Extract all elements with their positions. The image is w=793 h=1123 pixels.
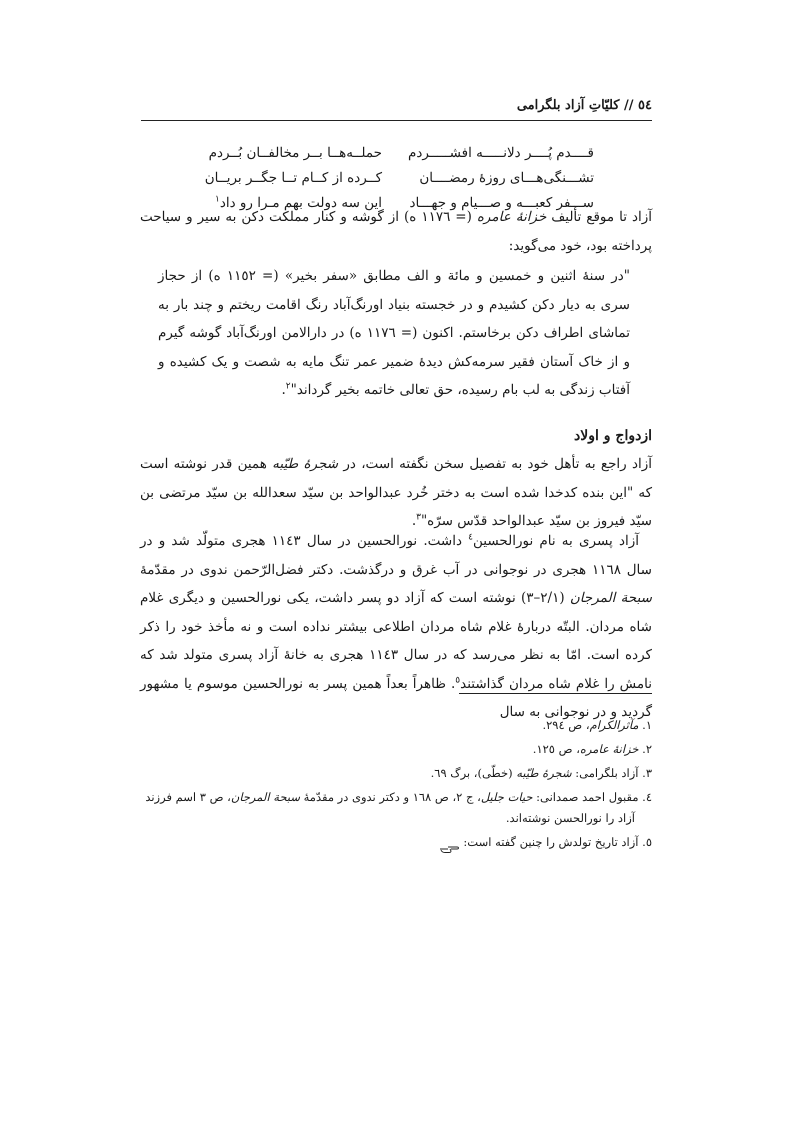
page-header-title: ٥٤ // کلیّاتِ آزاد بلگرامی xyxy=(516,98,652,113)
text-run: (٢/١–٣) نوشته است که آزاد دو پسر داشت، یکی نورالحسین و دیگری غلام شاه مردان. البتّه دربارهٔ غلام شاه مردان اطلاعی بیشتر نداده است و نه مأخذ خود را ذکر کرده است. امّا به نظر می‌رسد که در سال ١١٤٣ هجری به خانهٔ آزاد پسری متولد شد که نامش را غلام شاه مردان گذاشتند xyxy=(140,590,652,692)
footnote-divider xyxy=(459,693,652,694)
quote-text: "در سنهٔ اثنین و خمسین و مائة و الف مطابق «سفر بخیر» (= ١١٥٢ ه) از حجاز سری به دیار دکن کشیدم و در خجسته بنیاد اورنگ‌آباد رنگ اقامت ریختم و چند بار به تماشای اطراف دکن برخاستم. اکنون (= ١١٧٦ ه) در دارالامن اورنگ‌آباد گوشه گیرم و از خاک آستان فقیر سرمه‌کش دیدهٔ ضمیر عمر تنگ مایه به شصت و یک کشیده و آفتاب زندگی به لب بام رسیده، حق تعالی خاتمه بخیر گرداند" xyxy=(158,268,630,398)
poem-hemistich-left: حملــه‌هــا بــر مخالفــان بُــردم xyxy=(208,145,382,161)
text-run: (خطّی)، برگ ٦٩. xyxy=(430,766,517,780)
footnotes xyxy=(140,713,652,854)
text-run: (= ١١٧٦ ه) از گوشه و کنار مملکت دکن به سیر و سیاحت پرداخته بود، خود می‌گوید: xyxy=(140,209,652,254)
poem-hemistich-right: قــــدم پُــــر دلانـــــه افشـــــردم xyxy=(408,145,594,161)
book-title: شجرهٔ طیّبه xyxy=(516,766,572,780)
block-quote xyxy=(158,262,630,405)
son-paragraph xyxy=(140,527,652,727)
poem-verse xyxy=(199,141,594,166)
text-run: همین قدر نوشته است که "این بنده کدخدا شده است به دختر خُرد عبدالواحد بن سیّد سعدالله بن سیّد مرتضی بن سیّد فیروز بن سیّد عبدالواحد قدّس سرّه" xyxy=(140,456,652,529)
book-title: شجرهٔ طیّبه xyxy=(272,456,339,472)
footnote-ref: ٥ xyxy=(455,675,461,685)
footnote-ref: ٣ xyxy=(416,512,421,523)
text-run: ٥. آزاد تاریخ تولدش را چنین گفته است: xyxy=(463,835,652,849)
poem-hemistich-right: تشـــنگی‌هـــای روزهٔ رمضــــان xyxy=(419,170,594,186)
book-title: حیات جلیل xyxy=(480,790,533,804)
text-run: ، ص ١٢٥. xyxy=(532,742,580,756)
section-heading: ازدواج و اولاد xyxy=(574,428,652,444)
text-run: . ظاهراً بعداً همین پسر به نورالحسین موسوم یا مشهور گردید و در نوجوانی به سال xyxy=(140,675,652,720)
book-title: مآثرالکرام xyxy=(589,718,639,732)
footnote-ref: ٢ xyxy=(285,381,291,392)
text-run: ٣. آزاد بلگرامی: xyxy=(571,766,652,780)
text-run: ١. xyxy=(638,718,652,732)
book-title: خزانهٔ عامره xyxy=(579,742,639,756)
poem-verse xyxy=(199,166,594,191)
text-run: ، ص ٢٩٤. xyxy=(542,718,590,732)
text-run: داشت. نورالحسین در سال ١١٤٣ هجری متولّد شد و در سال ١١٦٨ هجری در نوجوانی در آب غرق و درگذشت. دکتر فضل‌الرّحمن ندوی در مقدّمهٔ xyxy=(140,533,652,578)
running-header xyxy=(141,96,652,121)
text-run: ، ج ٢، ص ١٦٨ و دکتر ندوی در مقدّمهٔ xyxy=(299,790,481,804)
poem-hemistich-left: کــرده از کــام تــا جگــر بریــان xyxy=(204,170,382,186)
text-run: ، ص ٣ اسم فرزند xyxy=(145,790,231,804)
footnote-1 xyxy=(140,713,652,737)
text-run: . xyxy=(281,382,286,398)
text-run: ٤. مقبول احمد صمدانی: xyxy=(532,790,652,804)
intro-paragraph xyxy=(140,203,652,260)
text-run: آزاد تا موقع تألیف xyxy=(546,209,652,225)
pointing-hand-icon xyxy=(439,838,459,848)
poem-hemistich-left-text: این سه دولت بهم مـرا رو داد xyxy=(219,195,382,211)
text-run: . xyxy=(411,513,417,529)
text-run: آزاد راجع به تأهل خود به تفصیل سخن نگفته است، در xyxy=(338,456,653,472)
text-run: ٢. xyxy=(638,742,652,756)
footnote-3 xyxy=(140,761,652,785)
book-title: سبحة المرجان xyxy=(230,790,300,804)
text-run: آزاد پسری به نام نورالحسین xyxy=(473,533,639,549)
marriage-paragraph xyxy=(140,450,652,536)
book-title: خزانهٔ عامره xyxy=(476,209,547,225)
footnote-5 xyxy=(140,830,652,854)
book-title: سبحة المرجان xyxy=(569,590,652,606)
footnote-4-continued: آزاد را نورالحسن نوشته‌اند. xyxy=(505,811,635,825)
poem-hemistich-right: ســـفر کعبـــه و صـــیام و جهـــاد xyxy=(409,195,594,211)
footnote-2 xyxy=(140,737,652,761)
footnote-ref: ٤ xyxy=(468,532,473,543)
footnote-ref: ١ xyxy=(215,194,220,205)
